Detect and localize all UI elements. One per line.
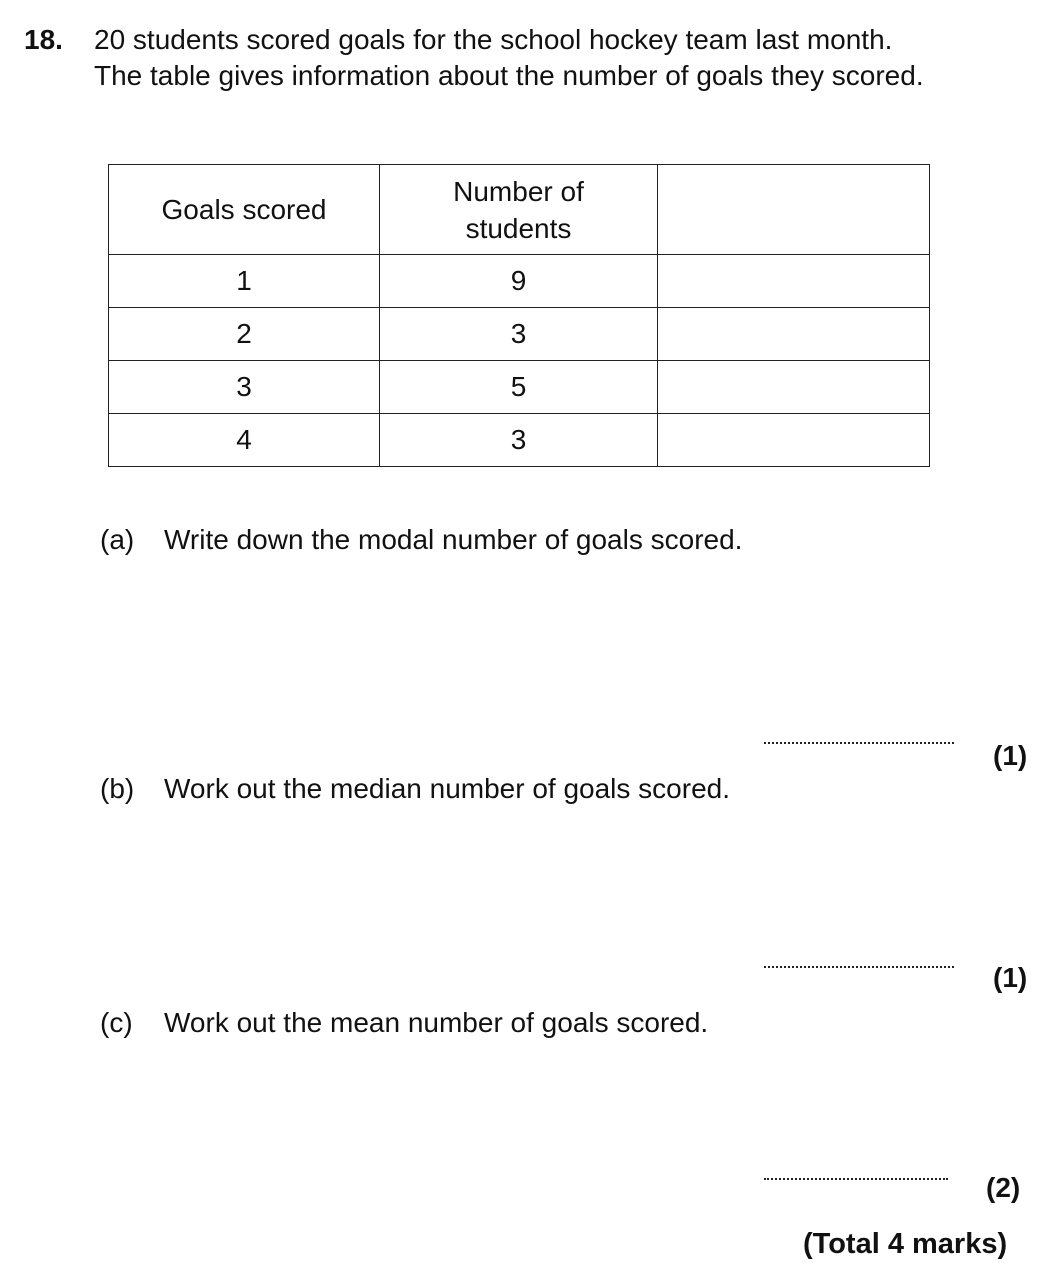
header-number-of-students-line-1: Number of xyxy=(453,175,584,207)
cell-goals: 3 xyxy=(109,361,380,414)
part-c-answer-line[interactable] xyxy=(764,1178,948,1180)
part-a-question: Write down the modal number of goals scored. xyxy=(164,524,743,555)
part-b-answer-line[interactable] xyxy=(764,966,954,968)
table-row xyxy=(109,255,930,308)
cell-goals: 1 xyxy=(109,255,380,308)
cell-goals: 2 xyxy=(109,308,380,361)
table-row xyxy=(109,308,930,361)
part-b-marks: (1) xyxy=(993,962,1028,993)
part-c-marks: (2) xyxy=(986,1172,1021,1203)
part-c-label: (c) xyxy=(100,1007,133,1038)
cell-students: 9 xyxy=(380,255,658,308)
part-a-label: (a) xyxy=(100,524,135,555)
header-goals-scored: Goals scored xyxy=(109,165,380,255)
cell-blank[interactable] xyxy=(658,361,930,414)
cell-blank[interactable] xyxy=(658,308,930,361)
header-number-of-students xyxy=(380,165,658,255)
question-intro-line-2: The table gives information about the number of goals they scored. xyxy=(94,60,924,91)
part-b-label: (b) xyxy=(100,773,135,804)
header-blank-column[interactable] xyxy=(658,165,930,255)
cell-blank[interactable] xyxy=(658,255,930,308)
cell-students: 5 xyxy=(380,361,658,414)
part-c-question: Work out the mean number of goals scored. xyxy=(164,1007,709,1038)
header-number-of-students-line-2: students xyxy=(465,212,572,244)
frequency-table xyxy=(108,164,930,467)
table-header-row xyxy=(109,165,930,255)
part-a-marks: (1) xyxy=(993,740,1028,771)
table-row xyxy=(109,414,930,467)
question-number: 18. xyxy=(24,24,63,55)
cell-students: 3 xyxy=(380,414,658,467)
part-a-answer-line[interactable] xyxy=(764,742,954,744)
cell-goals: 4 xyxy=(109,414,380,467)
part-b-question: Work out the median number of goals scored. xyxy=(164,773,731,804)
table-row xyxy=(109,361,930,414)
question-intro-line-1: 20 students scored goals for the school hockey team last month. xyxy=(94,24,893,55)
cell-blank[interactable] xyxy=(658,414,930,467)
total-marks: (Total 4 marks) xyxy=(803,1228,1008,1260)
cell-students: 3 xyxy=(380,308,658,361)
